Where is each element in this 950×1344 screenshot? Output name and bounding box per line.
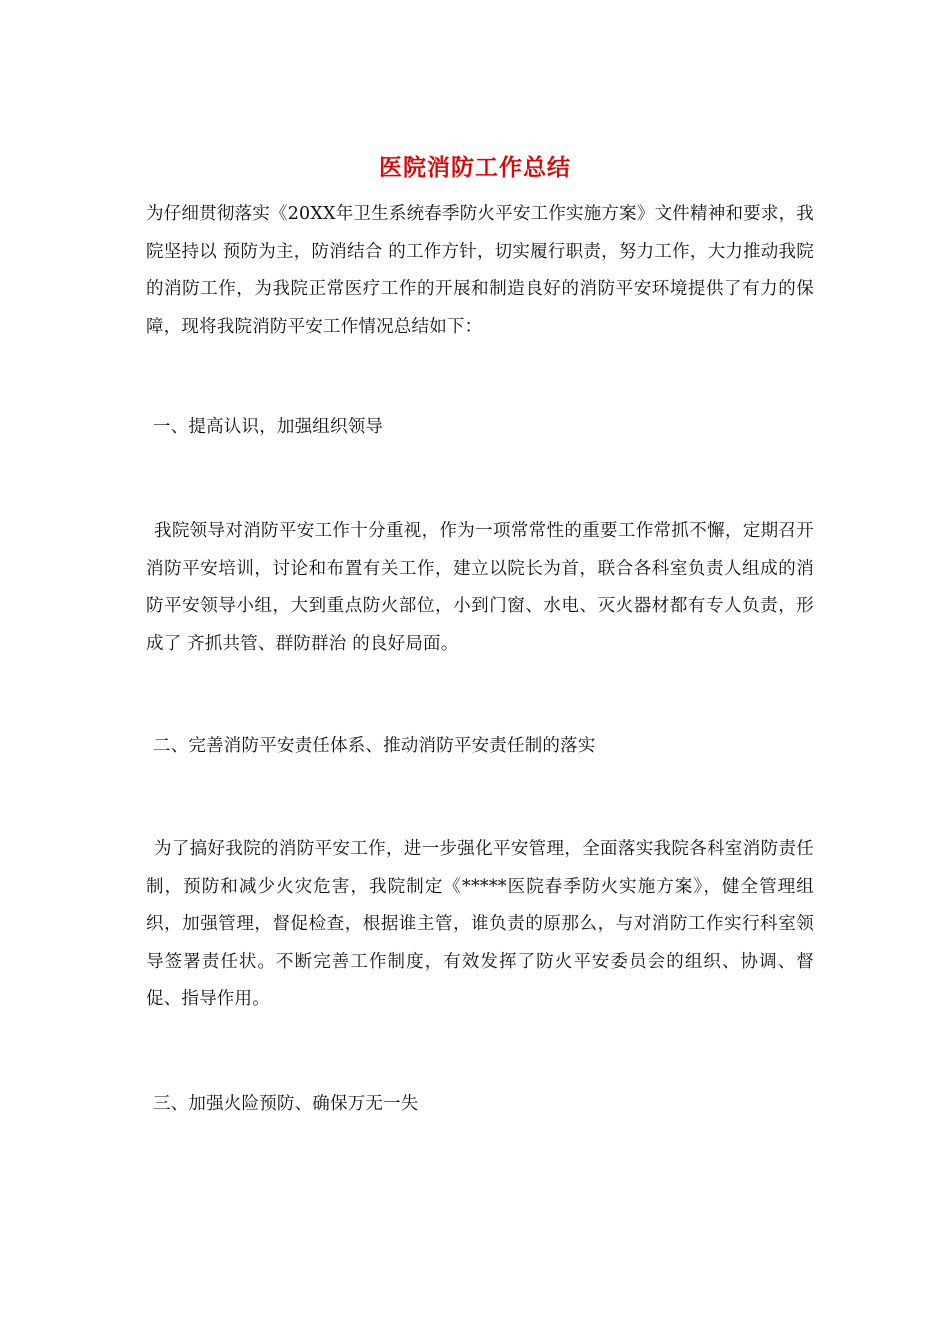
section-heading-3: 三、加强火险预防、确保万无一失 xyxy=(153,1094,419,1114)
section-heading-1: 一、提高认识，加强组织领导 xyxy=(153,417,384,437)
section-body-2: 为了搞好我院的消防平安工作，进一步强化平安管理，全面落实我院各科室消防责任制，预防和减少火灾危害，我院制定《*****医院春季防火实施方案》，健全管理组织，加强管理，督促检查，根据谁主管，谁负责的原那么，与对消防工作实行科室领导签署责任状。不断完善工作制度，有效发挥了防火平安委员会的组织、协调、督促、指导作用。 xyxy=(146,839,814,1009)
intro-paragraph: 为仔细贯彻落实《20XX年卫生系统春季防火平安工作实施方案》文件精神和要求，我院坚持以 预防为主，防消结合 的工作方针，切实履行职责，努力工作，大力推动我院的消防工作，为我院正常医疗工作的开展和制造良好的消防平安环境提供了有力的保障，现将我院消防平安工作情况总结如下： xyxy=(146,204,814,337)
section-body-1: 我院领导对消防平安工作十分重视，作为一项常常性的重要工作常抓不懈，定期召开消防平安培训，讨论和布置有关工作，建立以院长为首，联合各科室负责人组成的消防平安领导小组，大到重点防火部位，小到门窗、水电、灭火器材都有专人负责，形成了 齐抓共管、群防群治 的良好局面。 xyxy=(146,521,814,654)
document-title: 医院消防工作总结 xyxy=(379,154,571,181)
section-heading-2: 二、完善消防平安责任体系、推动消防平安责任制的落实 xyxy=(153,736,596,756)
